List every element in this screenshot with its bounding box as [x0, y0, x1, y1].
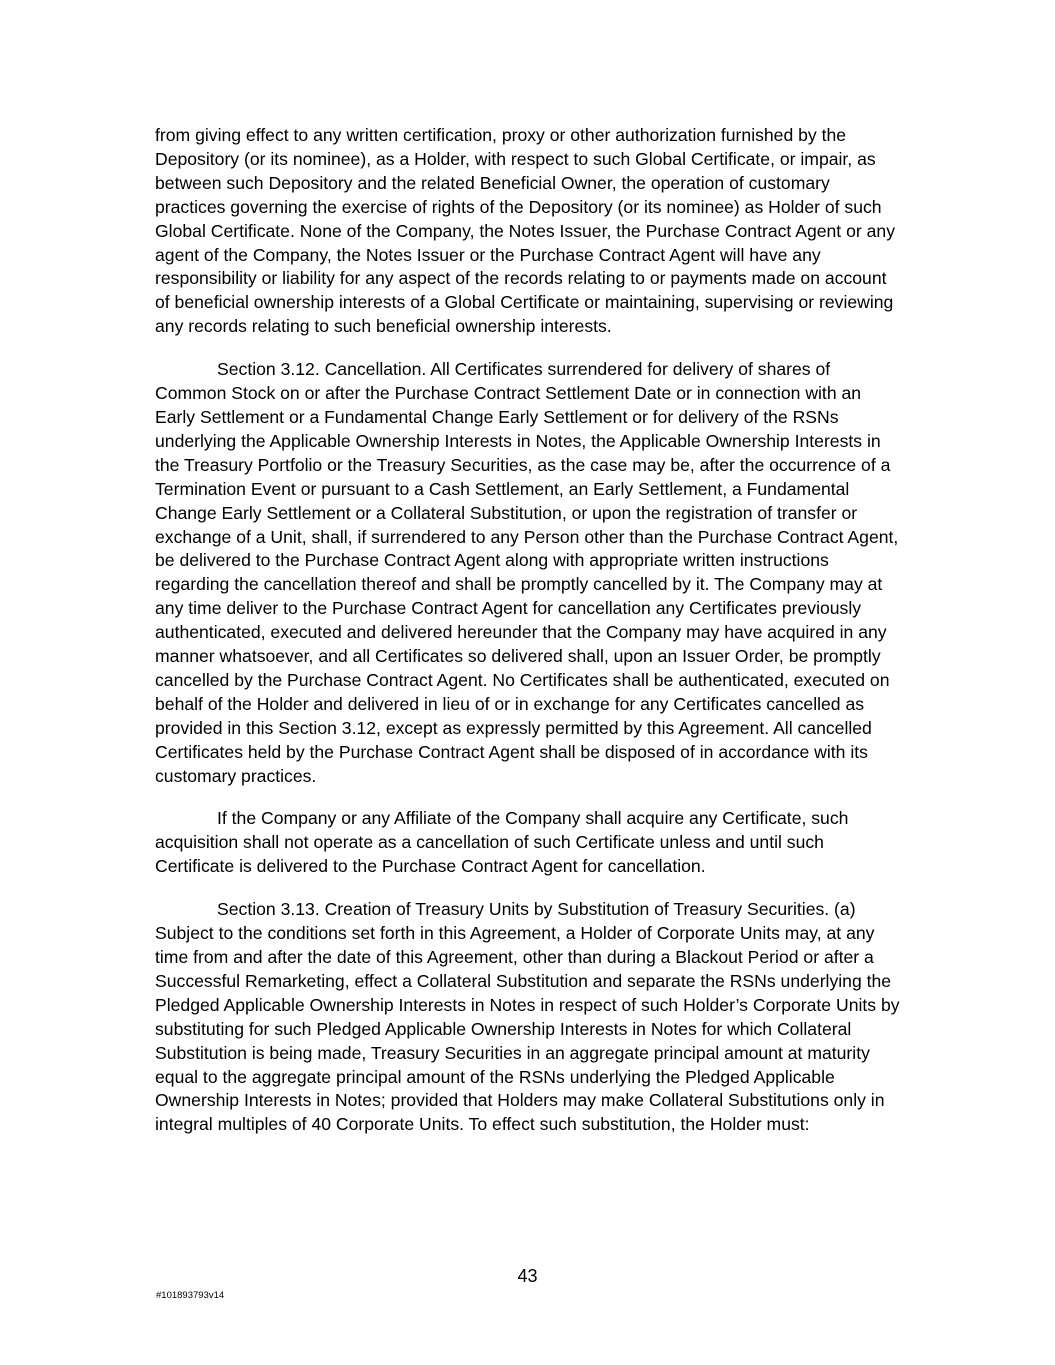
- paragraph-section-3-12-cancellation: Section 3.12. Cancellation. All Certificates surrendered for delivery of shares of Common Stock on or after the Purchase Contract Settlement Date or in connection with an Early Settlement or a Fundamental Change Early Settlement or for delivery of the RSNs underlying the Applicable Ownership Interests in Notes, the Applicable Ownership Interests in the Treasury Portfolio or the Treasury Securities, as the case may be, after the occurrence of a Termination Event or pursuant to a Cash Settlement, an Early Settlement, a Fundamental Change Early Settlement or a Collateral Substitution, or upon the registration of transfer or exchange of a Unit, shall, if surrendered to any Person other than the Purchase Contract Agent, be delivered to the Purchase Contract Agent along with appropriate written instructions regarding the cancellation thereof and shall be promptly cancelled by it. The Company may at any time deliver to the Purchase Contract Agent for cancellation any Certificates previously authenticated, executed and delivered hereunder that the Company may have acquired in any manner whatsoever, and all Certificates so delivered shall, upon an Issuer Order, be promptly cancelled by the Purchase Contract Agent. No Certificates shall be authenticated, executed on behalf of the Holder and delivered in lieu of or in exchange for any Certificates cancelled as provided in this Section 3.12, except as expressly permitted by this Agreement. All cancelled Certificates held by the Purchase Contract Agent shall be disposed of in accordance with its customary practices.: [155, 359, 899, 786]
- document-body: [155, 124, 900, 1156]
- paragraph-global-certificate: from giving effect to any written certification, proxy or other authorization furnished by the Depository (or its nominee), as a Holder, with respect to such Global Certificate, or impair, as between such Depository and the related Beneficial Owner, the operation of customary practices governing the exercise of rights of the Depository (or its nominee) as Holder of such Global Certificate. None of the Company, the Notes Issuer, the Purchase Contract Agent or any agent of the Company, the Notes Issuer or the Purchase Contract Agent will have any responsibility or liability for any aspect of the records relating to or payments made on account of beneficial ownership interests of a Global Certificate or maintaining, supervising or reviewing any records relating to such beneficial ownership interests.: [155, 125, 895, 337]
- paragraph-section-3-13-treasury-units: Section 3.13. Creation of Treasury Units by Substitution of Treasury Securities. (a) Subject to the conditions set forth in this Agreement, a Holder of Corporate Units may, at any time from and after the date of this Agreement, other than during a Blackout Period or after a Successful Remarketing, effect a Collateral Substitution and separate the RSNs underlying the Pledged Applicable Ownership Interests in Notes in respect of such Holder’s Corporate Units by substituting for such Pledged Applicable Ownership Interests in Notes for which Collateral Substitution is being made, Treasury Securities in an aggregate principal amount at maturity equal to the aggregate principal amount of the RSNs underlying the Pledged Applicable Ownership Interests in Notes; provided that Holders may make Collateral Substitutions only in integral multiples of 40 Corporate Units. To effect such substitution, the Holder must:: [155, 899, 900, 1135]
- paragraph-affiliate-acquisition: If the Company or any Affiliate of the Company shall acquire any Certificate, such acquisition shall not operate as a cancellation of such Certificate unless and until such Certificate is delivered to the Purchase Contract Agent for cancellation.: [155, 808, 849, 877]
- document-id-footer: #101893793v14: [156, 1290, 225, 1301]
- page-number: 43: [517, 1266, 538, 1286]
